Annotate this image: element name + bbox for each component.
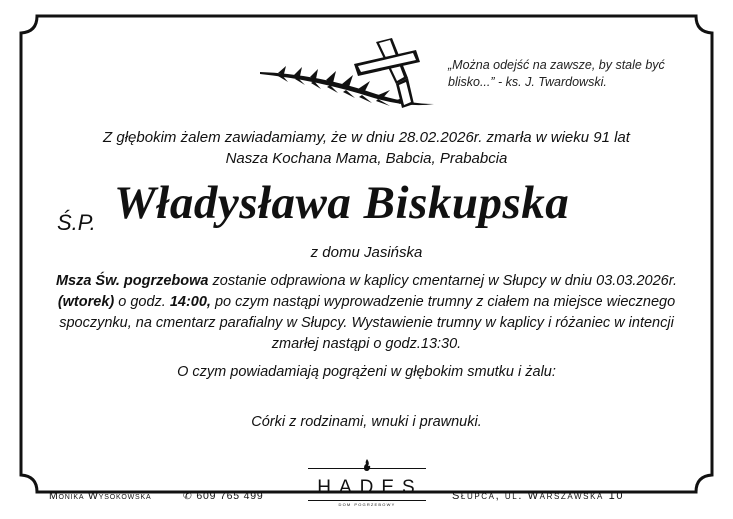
quote-text: „Można odejść na zawsze, by stale być blisko...” - ks. J. Twardowski. [448, 58, 665, 89]
sp-prefix: Ś.P. [57, 210, 96, 235]
address: Słupca, ul. Warszawska 10 [452, 490, 625, 502]
ceremony-text-3: po czym nastąpi wyprowadzenie trumny z ciałem na miejsce wiecznego spoczynku, na cmentarz parafialny w Słupcy. Wystawienie trumny w kaplicy i różaniec w intencji zmarłej nastąpi o godz.13:30. [59, 294, 676, 352]
mass-label: Msza Św. pogrzebowa [55, 273, 209, 289]
cross-icon [258, 38, 438, 114]
logo-rule-bottom [308, 500, 426, 501]
intro-line: Z głębokim żalem zawiadamiamy, że w dniu 28.02.2026r. zmarła w wieku 91 lat [103, 129, 630, 146]
flame-icon [360, 458, 374, 472]
ceremony-day: (wtorek) [57, 294, 115, 310]
ceremony-time: 14:00, [169, 294, 211, 310]
ceremony-text-1: zostanie odprawiona w kaplicy cmentarnej w Słupcy w dniu 03.03.2026r. [208, 273, 678, 289]
deceased-name: Władysława Biskupska [114, 177, 570, 229]
phone-block [183, 490, 264, 502]
contact-name: Monika Wysokowska [49, 490, 152, 502]
relation-line: Nasza Kochana Mama, Babcia, Prababcia [225, 150, 508, 167]
mourners-notice: O czym powiadamiają pogrążeni w głębokim smutku i żalu: [177, 364, 556, 380]
logo-name: HADES [317, 477, 423, 498]
maiden-name: z domu Jasińska [310, 244, 423, 261]
ceremony-details [40, 271, 693, 355]
ceremony-text-2: o godz. [114, 294, 170, 310]
phone-icon: ✆ [183, 490, 193, 502]
logo-subtitle: dom pogrzebowy [338, 502, 396, 508]
family-signature: Córki z rodzinami, wnuki i prawnuki. [251, 414, 482, 430]
hades-logo [302, 468, 432, 508]
phone-number: 609 765 499 [196, 490, 264, 502]
